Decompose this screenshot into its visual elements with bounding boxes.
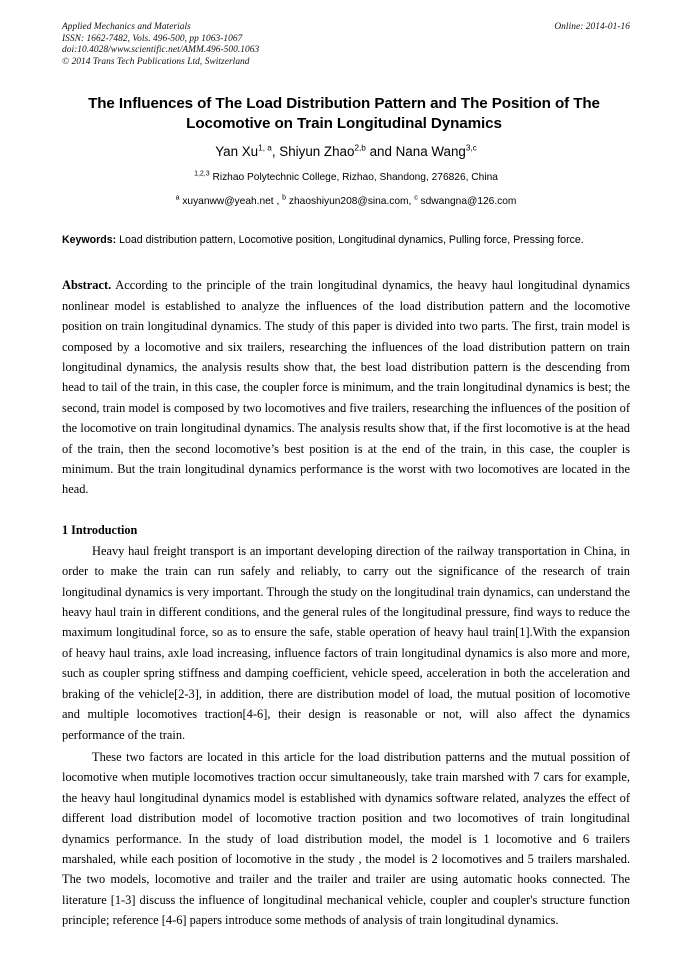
email-1-superscript: a — [175, 194, 180, 202]
intro-paragraph-2: These two factors are located in this article for the load distribution patterns and the mutual possition of locomotive when mutiple locomotives traction occur simultaneously, take train marshed with 7 cars for example, the heavy haul longitudinal dynamics model is established with dynamics software related, analyzes the effect of different load distribution model of locomotive traction position and two locomotives of train longitudinal dynamics performance. In the study of load distribution model, the model is 1 locomotive and 6 trailers marshaled, while each position of locomotive in the study , the model is 2 locomotives and 5 trailers marshaled. The two models, locomotive and trailer and the trailer and trailer are using automatic hooks connected. The literature [1-3] discuss the influence of longitudinal mechanical vehicle, coupler and coupler's structure function principle; reference [4-6] papers introduce some methods of analysis of train longitudinal dynamics. — [62, 749, 630, 928]
email-1: xuyanww@yeah.net , — [179, 196, 280, 208]
affiliation — [62, 171, 630, 184]
issn-volume-pages: ISSN: 1662-7482, Vols. 496-500, pp 1063-1067 — [62, 33, 243, 44]
copyright-line: © 2014 Trans Tech Publications Ltd, Switzerland — [62, 56, 250, 67]
section-heading-introduction: 1 Introduction — [62, 522, 138, 537]
author-1-superscript: 1, a — [258, 143, 272, 153]
email-2: zhaoshiyun208@sina.com, — [286, 196, 412, 208]
author-3-superscript: 3,c — [465, 143, 477, 153]
author-2-superscript: 2,b — [354, 143, 366, 153]
keywords-text: Load distribution pattern, Locomotive position, Longitudinal dynamics, Pulling force, Pressing force. — [116, 234, 584, 247]
abstract-text: According to the principle of the train longitudinal dynamics, the heavy haul longitudinal dynamics nonlinear model is established to analyze the influences of the load distribution pattern and the locomotive position on train longitudinal dynamics. The study of this paper is divided into two parts. The first, train model is composed by a locomotive and six trailers, researching the influences of the load distribution pattern on train longitudinal dynamics, the analysis results show that, the best load distribution pattern is the descending from head to tail of the train, in this case, the coupler force is minimum, and the train longitudinal dynamics is best; the second, train model is composed by two locomotives and five trailers, researching the influences of the position of the locomotive on train longitudinal dynamics. The analysis results show that, if the first locomotive is at the head of the train, then the second locomotive’s best position is at the end of the train, in this case, the coupler is minimum. But the train longitudinal dynamics performance is the worst with two locomotives are located in the head. — [62, 278, 630, 497]
journal-name: Applied Mechanics and Materials — [62, 22, 191, 32]
author-separator-1: , — [271, 144, 280, 160]
email-3-superscript: c — [414, 194, 418, 202]
abstract-label: Abstract. — [62, 278, 112, 293]
keywords-section — [62, 232, 630, 249]
doi-line: doi:10.4028/www.scientific.net/AMM.496-500.1063 — [62, 45, 260, 56]
author-2-name: Shiyun Zhao — [279, 144, 355, 160]
author-3-name: Nana Wang — [395, 144, 466, 160]
author-list — [62, 143, 630, 160]
author-separator-2: and — [365, 144, 396, 160]
affiliation-superscript: 1,2,3 — [194, 170, 210, 178]
email-3: sdwangna@126.com — [417, 196, 517, 208]
running-header — [62, 22, 630, 68]
online-date: Online: 2014-01-16 — [554, 22, 630, 32]
author-emails — [62, 195, 630, 208]
intro-paragraph-1: Heavy haul freight transport is an important developing direction of the railway transportation in China, in order to make the train can run safely and reliably, to carry out the significance of the research of train longitudinal dynamics is very important. Through the study on the longitudinal train dynamics, can understand the heavy haul train in different conditions, and the general rules of the longitudinal pressure, find ways to reduce the maximum longitudinal force, so as to ensure the safe, stable operation of heavy haul train[1].With the expansion of heavy haul trains, axle load increasing, influence factors of train longitudinal dynamics is also more and more, such as coupler spring stiffness and damping coefficient, vehicle speed, acceleration in both the acceleration and braking of the vehicle[2-3], in addition, there are distribution model of load, the mutual position of locomotive and multiple locomotives traction[4-6], their design is reasonable or not, will also affect the dynamics performance of the train. — [62, 543, 630, 742]
author-1-name: Yan Xu — [215, 144, 259, 160]
affiliation-text: Rizhao Polytechnic College, Rizhao, Shandong, 276826, China — [209, 172, 498, 184]
page-title: The Influences of The Load Distribution Pattern and The Position of The Locomotive on Train Longitudinal Dynamics — [88, 95, 600, 133]
keywords-label: Keywords: — [62, 234, 117, 247]
email-2-superscript: b — [282, 194, 287, 202]
abstract-section — [62, 275, 630, 499]
